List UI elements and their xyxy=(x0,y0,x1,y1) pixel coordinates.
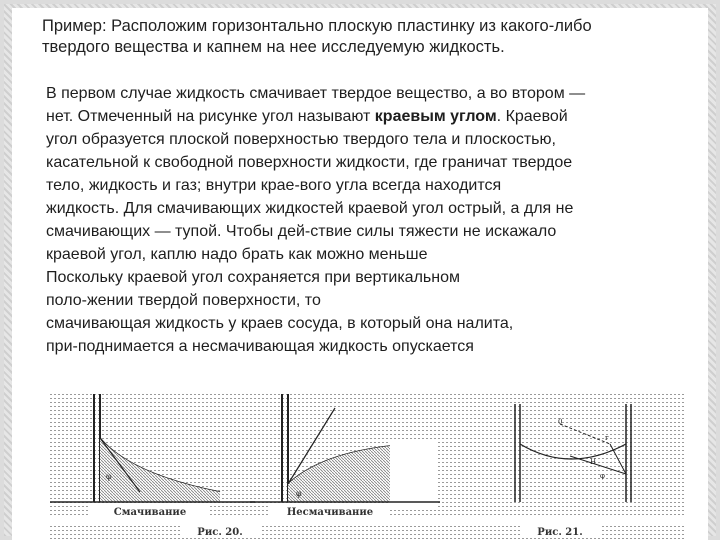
svg-text:φ: φ xyxy=(296,489,302,498)
caption-wetting: Смачивание xyxy=(113,507,187,518)
svg-text:H: H xyxy=(590,458,597,466)
example-text-line2: твердого вещества и капнем на нее исследуемую жидкость. xyxy=(42,38,505,56)
svg-text:φ: φ xyxy=(106,472,112,481)
example-label: Пример xyxy=(42,17,102,35)
paragraph-line: угол образуется плоской поверхностью твердого тела и плоскостью, xyxy=(46,131,556,148)
example-heading xyxy=(42,16,682,58)
caption-nonwetting: Несмачивание xyxy=(286,507,374,518)
svg-text:0: 0 xyxy=(558,418,563,426)
paragraph-line: поло-жении твердой поверхности, то xyxy=(46,292,321,309)
example-text-line1: : Расположим горизонтально плоскую пластинку из какого-либо xyxy=(101,17,592,35)
figure-gap xyxy=(390,440,438,510)
paragraph-line: тело, жидкость и газ; внутри крае-вого угла всегда находится xyxy=(46,177,502,194)
term-contact-angle: краевым углом xyxy=(374,108,497,125)
paragraph-line xyxy=(46,105,686,128)
figure-wetting-diagram xyxy=(50,394,686,540)
paragraph-line: жидкость. Для смачивающих жидкостей краевой угол острый, а для не xyxy=(46,200,574,217)
paragraph-line: В первом случае жидкость смачивает твердое вещество, а во втором — xyxy=(46,85,586,102)
paragraph-line: смачивающих — тупой. Чтобы дей-ствие силы тяжести не искажало xyxy=(46,223,557,240)
caption-fig21: Рис. 21. xyxy=(537,527,583,538)
svg-text:r: r xyxy=(605,434,609,442)
svg-text:φ: φ xyxy=(600,472,605,480)
paragraph-line: касательной к свободной поверхности жидкости, где граничат твердое xyxy=(46,154,573,171)
figure-svg xyxy=(50,394,686,540)
paragraph-text: . Краевой xyxy=(496,108,568,125)
paragraph-line: смачивающая жидкость у краев сосуда, в который она налита, xyxy=(46,315,514,332)
caption-fig20-left: Рис. 20. xyxy=(197,527,243,538)
paragraph-line: краевой угол, каплю надо брать как можно меньше xyxy=(46,246,428,263)
paragraph-line: при-поднимается а несмачивающая жидкость опускается xyxy=(46,338,474,355)
paragraph-line: Поскольку краевой угол сохраняется при вертикальном xyxy=(46,269,460,286)
paragraph-text: нет. Отмеченный на рисунке угол называют xyxy=(46,108,375,125)
body-paragraph xyxy=(46,82,686,358)
